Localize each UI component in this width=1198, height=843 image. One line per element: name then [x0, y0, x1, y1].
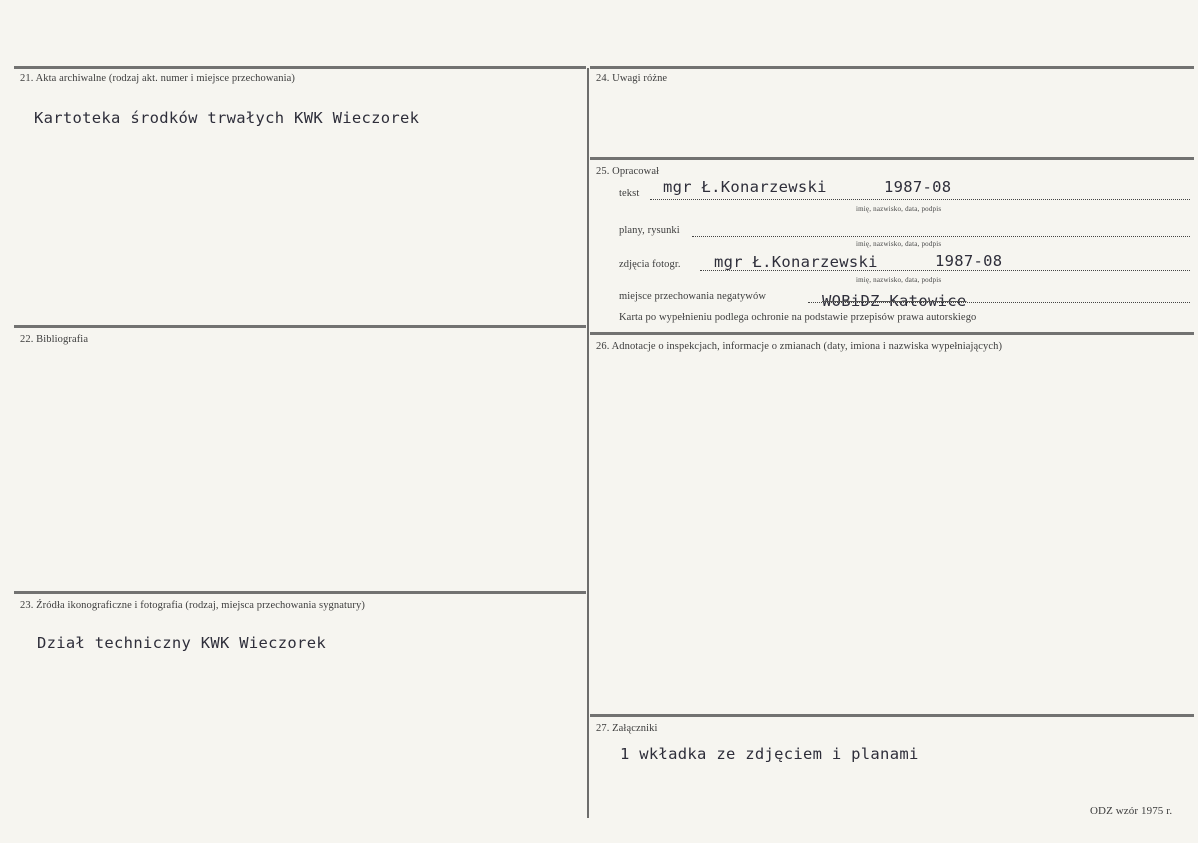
rule-26 — [590, 332, 1194, 335]
sec25-label: 25. Opracował — [596, 166, 660, 177]
sec21-value: Kartoteka środków trwałych KWK Wieczorek — [34, 109, 420, 127]
sec25-plans-label: plany, rysunki — [619, 225, 680, 236]
sec22-label: 22. Bibliografia — [20, 334, 89, 345]
rule-22 — [14, 325, 586, 328]
top-rule-left — [14, 66, 586, 69]
sec25-caption-3: imię, nazwisko, data, podpis — [856, 276, 942, 284]
rule-25 — [590, 157, 1194, 160]
sec25-copyright-note: Karta po wypełnieniu podlega ochronie na podstawie przepisów prawa autorskiego — [619, 312, 977, 323]
sec23-label: 23. Źródła ikonograficzne i fotografia (rodzaj, miejsca przechowania sygnatury) — [20, 600, 365, 611]
sec25-caption-1: imię, nazwisko, data, podpis — [856, 205, 942, 213]
sec27-value: 1 wkładka ze zdjęciem i planami — [620, 745, 919, 763]
sec25-negatives-value: WOBiDZ Katowice — [822, 292, 967, 310]
sec25-text-label: tekst — [619, 188, 640, 199]
sec25-photo-date: 1987-08 — [935, 252, 1003, 270]
sec27-label: 27. Załączniki — [596, 723, 658, 734]
sec25-photo-label: zdjęcia fotogr. — [619, 259, 681, 270]
top-rule-right — [590, 66, 1194, 69]
form-id: ODZ wzór 1975 r. — [1090, 805, 1173, 817]
sec25-negatives-label: miejsce przechowania negatywów — [619, 291, 767, 302]
sec26-label: 26. Adnotacje o inspekcjach, informacje o zmianach (daty, imiona i nazwiska wypełniających) — [596, 341, 1003, 352]
sec25-text-date: 1987-08 — [884, 178, 952, 196]
sec23-value: Dział techniczny KWK Wieczorek — [37, 634, 326, 652]
sec25-text-dotline — [650, 199, 1190, 200]
sec25-photo-value: mgr Ł.Konarzewski — [714, 253, 878, 271]
sec25-text-value: mgr Ł.Konarzewski — [663, 178, 827, 196]
sec25-plans-dotline — [692, 236, 1190, 237]
sec24-label: 24. Uwagi różne — [596, 73, 668, 84]
sec21-label: 21. Akta archiwalne (rodzaj akt. numer i miejsce przechowania) — [20, 73, 296, 84]
rule-23 — [14, 591, 586, 594]
sec25-caption-2: imię, nazwisko, data, podpis — [856, 240, 942, 248]
center-divider — [587, 68, 589, 818]
rule-27 — [590, 714, 1194, 717]
